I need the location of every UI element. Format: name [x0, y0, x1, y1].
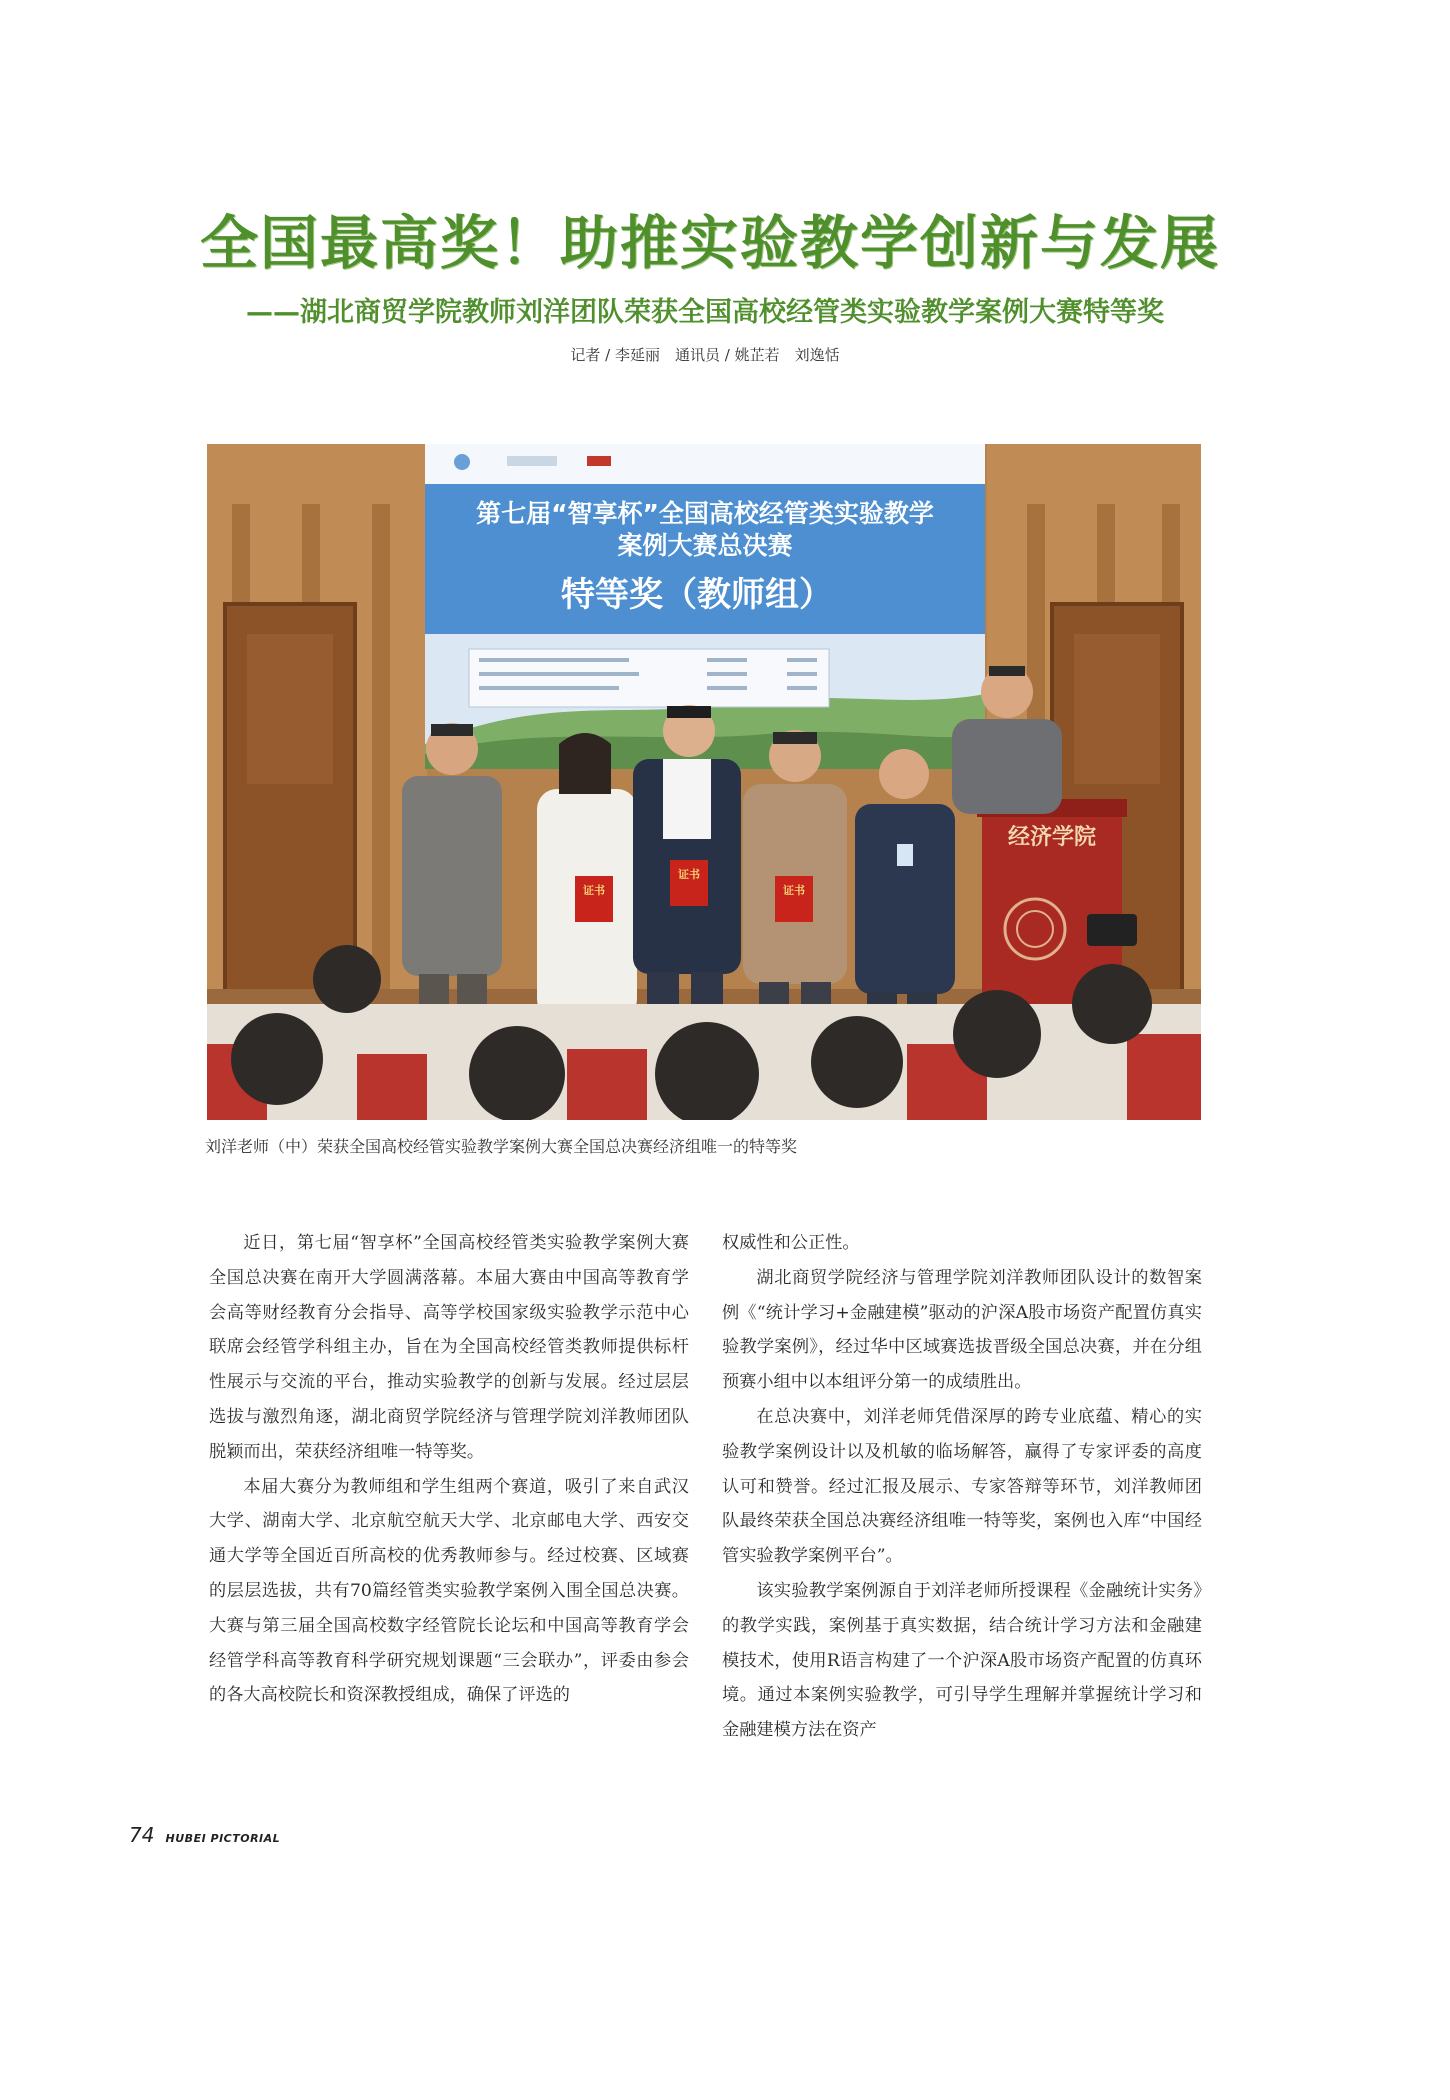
article-title: 全国最高奖！助推实验教学创新与发展 — [200, 209, 1221, 277]
paragraph-case-design: 湖北商贸学院经济与管理学院刘洋教师团队设计的数智案例《“统计学习+金融建模”驱动的沪深A股市场资产配置仿真实验教学案例》，经过华中区域赛选拔晋级全国总决赛，并在分组预赛小组中以本组评分第一的成绩胜出。 — [722, 1267, 1202, 1393]
article-byline: 记者 / 李延丽 通讯员 / 姚芷若 刘逸恬 — [570, 346, 840, 364]
screen-award-text: 特等奖（教师组） — [561, 575, 833, 615]
award-ceremony-photo — [207, 444, 1201, 1120]
photo-caption: 刘洋老师（中）荣获全国高校经管实验教学案例大赛全国总决赛经济组唯一的特等奖 — [205, 1137, 798, 1156]
paragraph-continuation: 权威性和公正性。 — [722, 1233, 860, 1253]
magazine-name: HUBEI PICTORIAL — [165, 1832, 281, 1845]
paragraph-intro: 近日，第七届“智享杯”全国高校经管类实验教学案例大赛全国总决赛在南开大学圆满落幕。本届大赛由中国高等教育学会高等财经教育分会指导、高等学校国家级实验教学示范中心联席会经管学科组主办，旨在为全国高校经管类教师提供标杆性展示与交流的平台，推动实验教学的创新与发展。经过层层选拔与激烈角逐，湖北商贸学院经济与管理学院刘洋教师团队脱颖而出，荣获经济组唯一特等奖。 — [209, 1233, 689, 1462]
body-column-right — [722, 1226, 1202, 1748]
page-folio — [129, 1823, 280, 1847]
paragraph-course-origin: 该实验教学案例源自于刘洋老师所授课程《金融统计实务》的教学实践，案例基于真实数据，结合统计学习方法和金融建模技术，使用R语言构建了一个沪深A股市场资产配置的仿真环境。通过本案例实验教学，可引导学生理解并掌握统计学习和金融建模方法在资产 — [722, 1580, 1202, 1741]
paragraph-final: 在总决赛中，刘洋老师凭借深厚的跨专业底蕴、精心的实验教学案例设计以及机敏的临场解答，赢得了专家评委的高度认可和赞誉。经过汇报及展示、专家答辩等环节，刘洋教师团队最终荣获全国总决赛经济组唯一特等奖，案例也入库“中国经管实验教学案例平台”。 — [722, 1406, 1202, 1567]
certificate-label-center: 证书 — [678, 868, 700, 881]
screen-title-line1: 第七届“智享杯”全国高校经管类实验教学 — [476, 499, 934, 528]
article-subtitle: ——湖北商贸学院教师刘洋团队荣获全国高校经管类实验教学案例大赛特等奖 — [246, 297, 1164, 328]
paragraph-participants: 本届大赛分为教师组和学生组两个赛道，吸引了来自武汉大学、湖南大学、北京航空航天大学、北京邮电大学、西安交通大学等全国近百所高校的优秀教师参与。经过校赛、区域赛的层层选拔，共有70篇经管类实验教学案例入围全国总决赛。大赛与第三届全国高校数字经管院长论坛和中国高等教育学会经管学科高等教育科学研究规划课题“三会联办”，评委由参会的各大高校院长和资深教授组成，确保了评选的 — [209, 1476, 689, 1706]
certificate-label-left: 证书 — [583, 884, 605, 897]
page-number: 74 — [129, 1823, 155, 1847]
certificate-label-right: 证书 — [783, 884, 805, 897]
podium-label: 经济学院 — [1007, 825, 1097, 850]
screen-title-line2: 案例大赛总决赛 — [617, 531, 793, 560]
body-column-left — [209, 1226, 689, 1713]
